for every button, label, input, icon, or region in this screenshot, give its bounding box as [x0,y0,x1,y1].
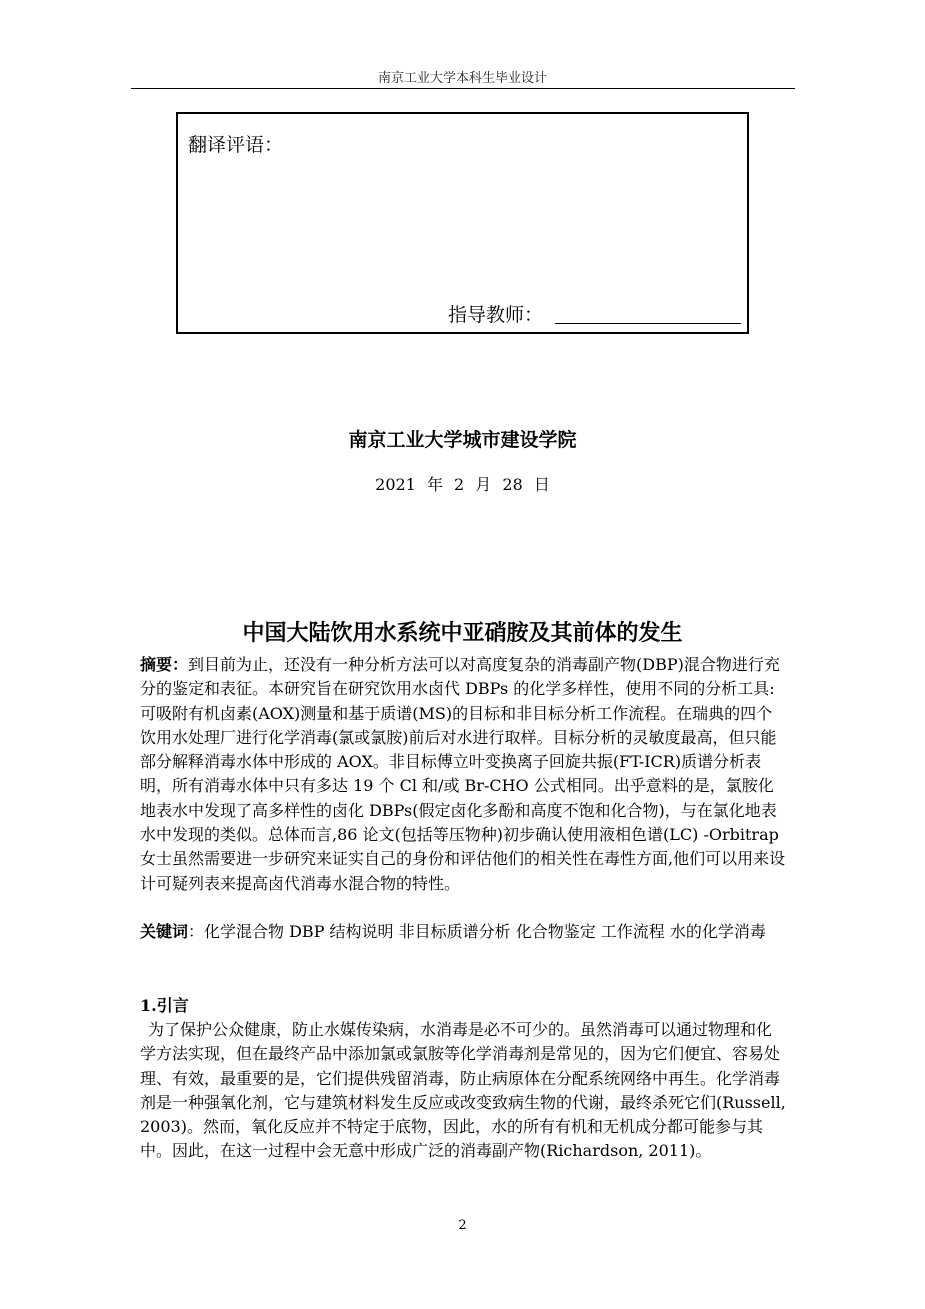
page-number: 2 [458,1218,467,1233]
article-title: 中国大陆饮用水系统中亚硝胺及其前体的发生 [242,620,683,646]
section-heading: 1.引言 [140,996,189,1015]
keywords [140,920,786,944]
keywords-text: ：化学混合物 DBP 结构说明 非目标质谱分析 化合物鉴定 工作流程 水的化学消毒 [188,922,766,941]
advisor-label: 指导教师： [448,304,544,326]
review-label: 翻译评语： [188,134,284,156]
intro-text: 为了保护公众健康，防止水媒传染病，水消毒是必不可少的。虽然消毒可以通过物理和化学方法实现，但在最终产品中添加氯或氯胺等化学消毒剂是常见的，因为它们便宜、容易处理、有效，最重要的是，它们提供残留消毒，防止病原体在分配系统网络中再生。化学消毒剂是一种强氧化剂，它与建筑材料发生反应或改变致病生物的代谢，最终杀死它们(Russell, 2003)。然而，氧化反应并不特定于底物，因此，水的所有有机和无机成分都可能参与其中。因此，在这一过程中会无意中形成广泛的消毒副产物(Richardson, 2011)。 [140,1020,786,1161]
school-name: 南京工业大学城市建设学院 [348,429,577,451]
date: 2021 年 2 月 28 日 [375,475,550,494]
abstract [140,653,786,896]
header-divider [131,88,795,89]
keywords-label: 关键词 [140,922,189,941]
intro-paragraph [140,1018,786,1164]
abstract-text: 到目前为止，还没有一种分析方法可以对高度复杂的消毒副产物(DBP)混合物进行充分的鉴定和表征。本研究旨在研究饮用水卤代 DBPs 的化学多样性，使用不同的分析工具:可吸附有机卤素(AOX)测量和基于质谱(MS)的目标和非目标分析工作流程。在瑞典的四个饮用水处理厂进行化学消毒(氯或氯胺)前后对水进行取样。目标分析的灵敏度最高，但只能部分解释消毒水体中形成的 AOX。非目标傅立叶变换离子回旋共振(FT-ICR)质谱分析表明，所有消毒水体中只有多达 19 个 Cl 和/或 Br-CHO 公式相同。出乎意料的是，氯胺化地表水中发现了高多样性的卤化 DBPs(假定卤化多酚和高度不饱和化合物)，与在氯化地表水中发现的类似。总体而言,86 论文(包括等压物种)初步确认使用液相色谱(LC) -Orbitrap 女士虽然需要进一步研究来证实自己的身份和评估他们的相关性在毒性方面,他们可以用来设计可疑列表来提高卤代消毒水混合物的特性。 [140,655,786,893]
abstract-label: 摘要： [140,655,189,674]
advisor-signature-line [555,323,741,324]
page-header: 南京工业大学本科生毕业设计 [377,71,547,86]
review-box [176,112,749,334]
